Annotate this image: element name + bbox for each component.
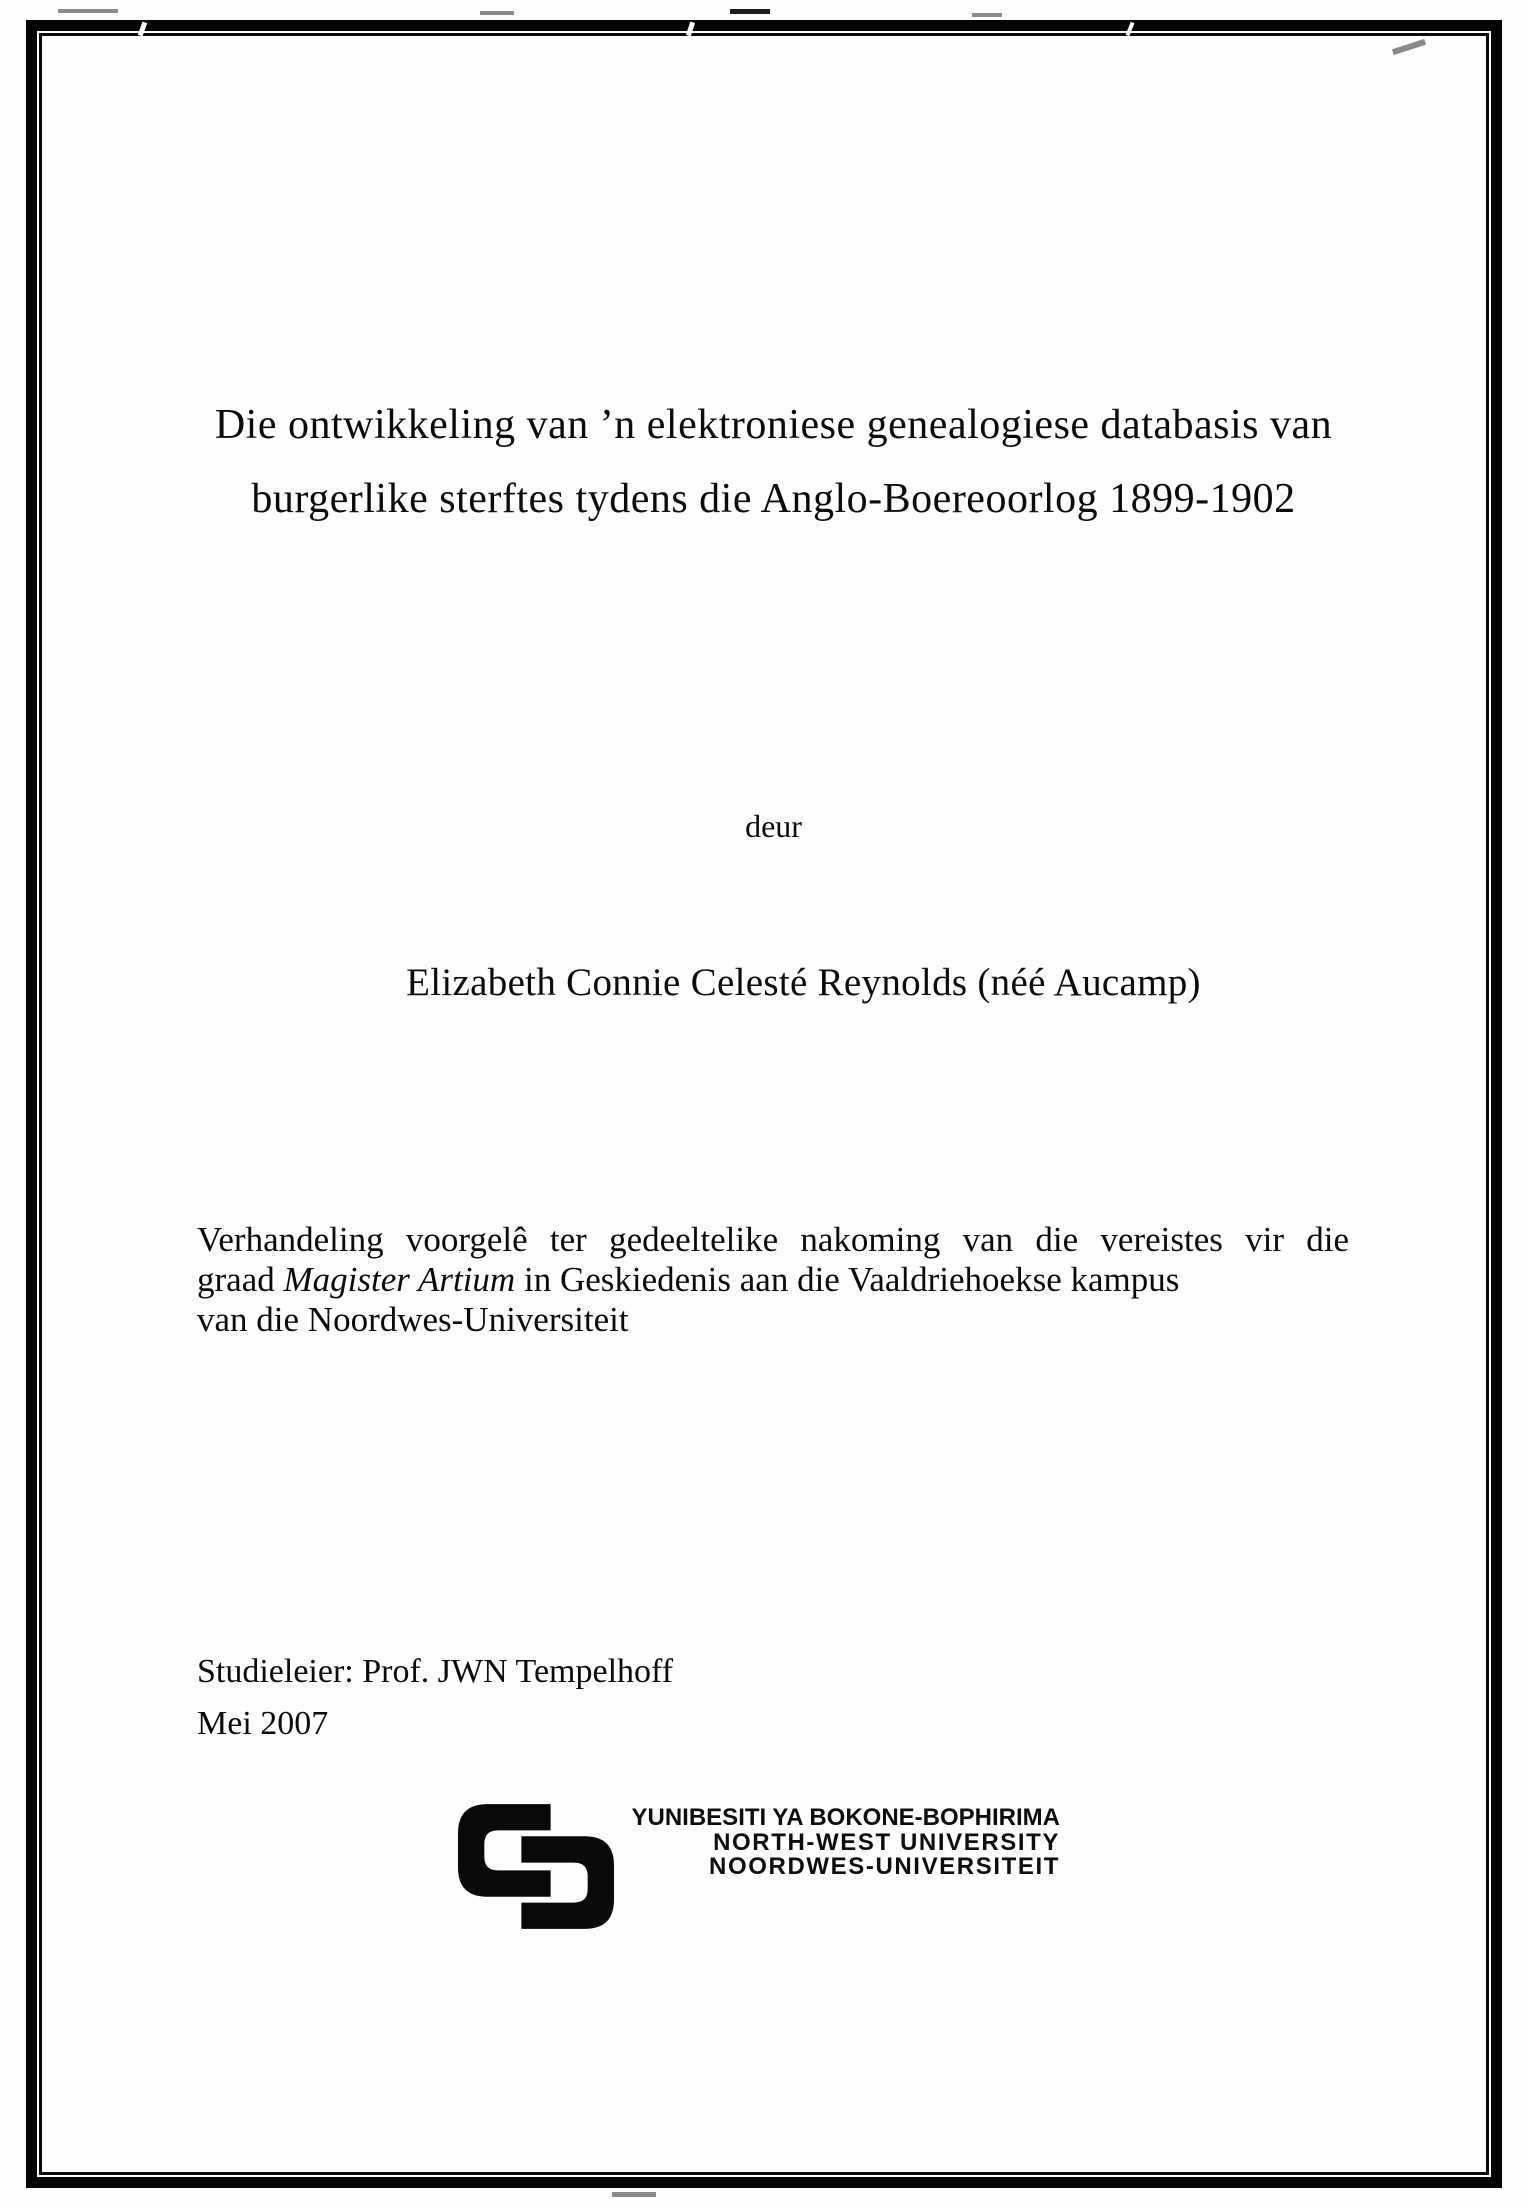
university-name-english: NORTH-WEST UNIVERSITY (713, 1828, 1060, 1856)
dissertation-title (40, 388, 1507, 536)
submission-line-2-pre: graad (197, 1260, 284, 1299)
date-line: Mei 2007 (197, 1705, 329, 1742)
university-name-afrikaans: NOORDWES-UNIVERSITEIT (709, 1853, 1060, 1880)
scan-artifact (58, 9, 118, 13)
scan-artifact (480, 11, 514, 15)
scan-artifact (730, 9, 770, 14)
submission-statement (197, 1220, 1349, 1340)
scan-artifact (612, 2192, 656, 2197)
byline-label: deur (745, 808, 802, 844)
scan-artifact (972, 13, 1002, 17)
title-line-2: burgerlike sterftes tydens die Anglo-Boereoorlog 1899-1902 (251, 476, 1296, 522)
submission-line-2-post: in Geskiedenis aan die Vaaldriehoekse kampus (515, 1260, 1180, 1299)
university-name-setswana: YUNIBESITI YA BOKONE-BOPHIRIMA (631, 1804, 1060, 1831)
author-name: Elizabeth Connie Celesté Reynolds (néé Aucamp) (406, 961, 1201, 1004)
submission-line-1: Verhandeling voorgelê ter gedeeltelike nakoming van die vereistes vir die (197, 1220, 1349, 1259)
submission-line-3: van die Noordwes-Universiteit (197, 1300, 629, 1339)
degree-name: Magister Artium (283, 1260, 516, 1299)
supervisor-line: Studieleier: Prof. JWN Tempelhoff (197, 1653, 674, 1690)
submission-line-2 (197, 1260, 1349, 1300)
supervisor-block (197, 1646, 673, 1750)
university-wordmark (632, 1806, 1061, 1880)
nwu-interlocked-links-icon (458, 1804, 614, 1929)
title-line-1: Die ontwikkeling van ’n elektroniese genealogiese databasis van (214, 402, 1333, 448)
